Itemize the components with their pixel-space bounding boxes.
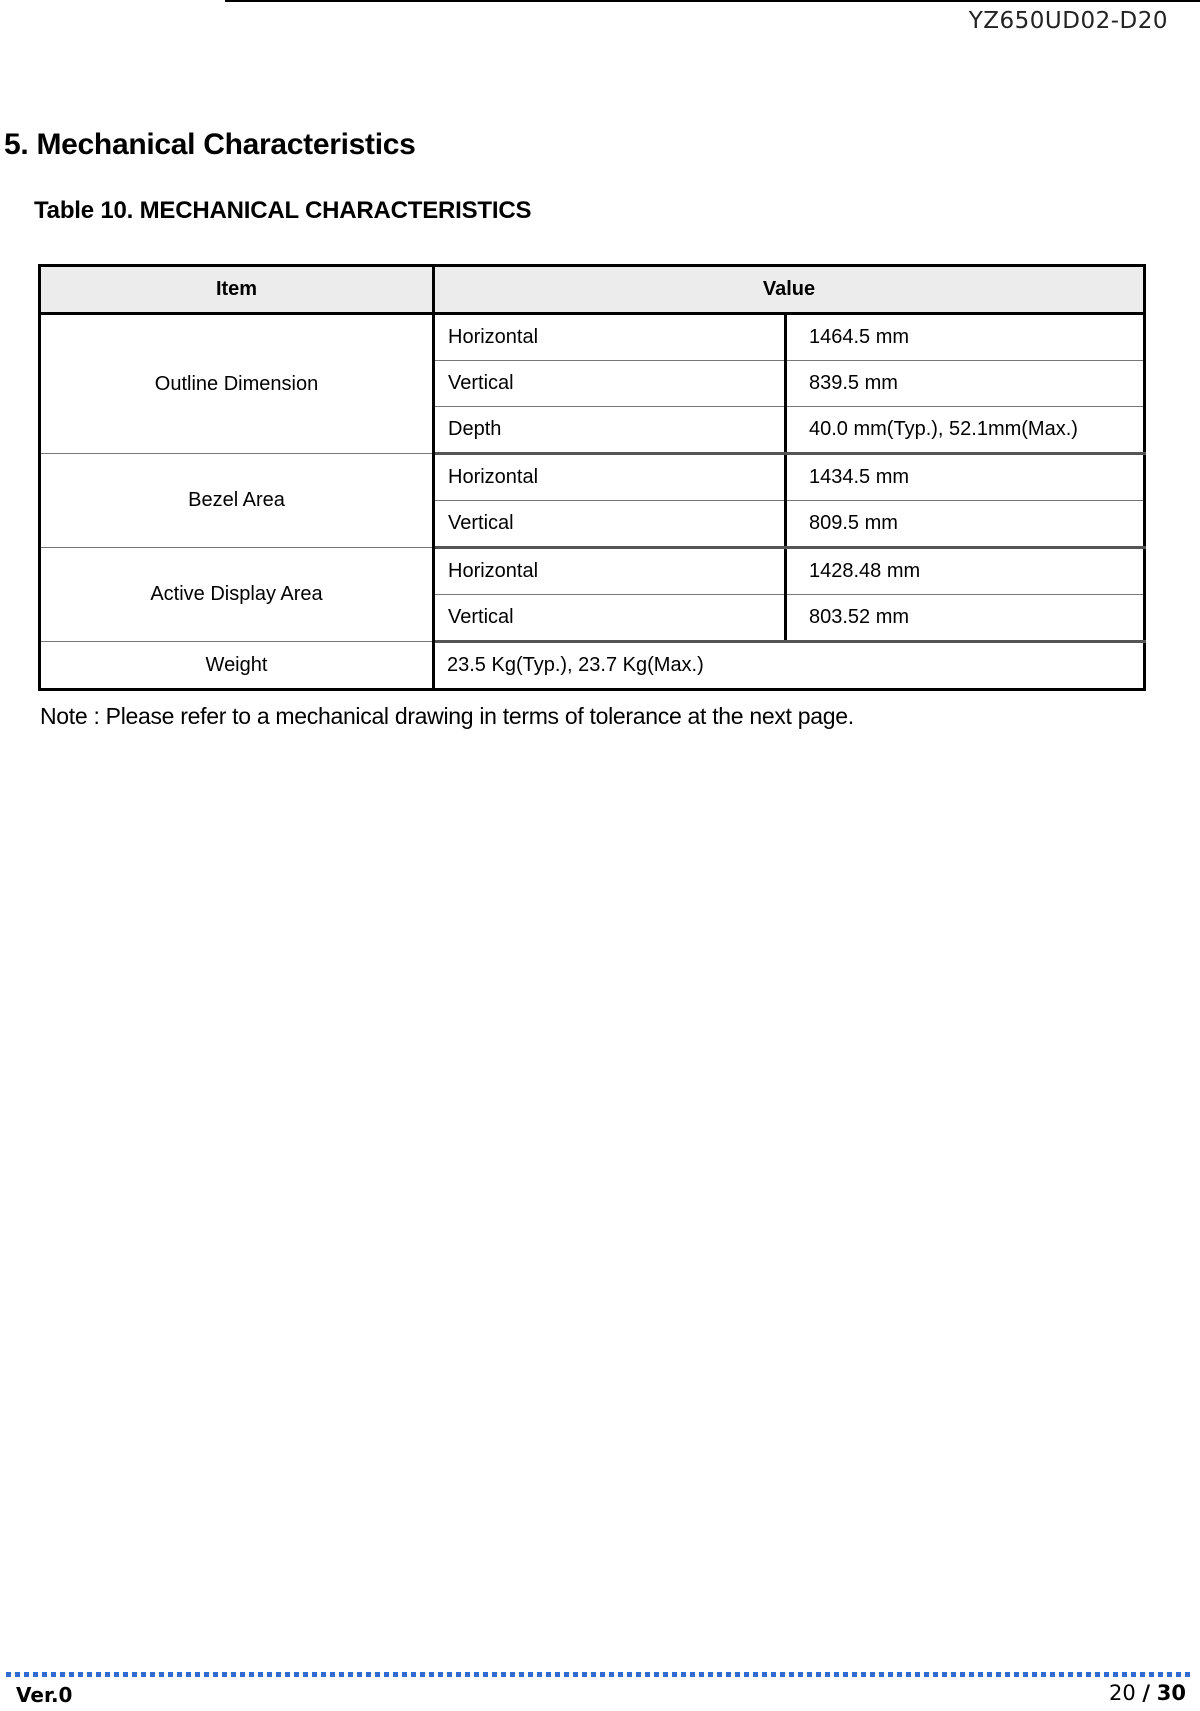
sub-label: Depth xyxy=(434,407,786,454)
footer-version: Ver.0 xyxy=(16,1683,73,1707)
sub-label: Horizontal xyxy=(434,454,786,501)
sub-label: Vertical xyxy=(434,501,786,548)
value-cell: 809.5 mm xyxy=(786,501,1145,548)
row-label-outline-dimension: Outline Dimension xyxy=(40,314,434,454)
header-value: Value xyxy=(434,266,1145,314)
row-label-weight: Weight xyxy=(40,642,434,690)
weight-value: 23.5 Kg(Typ.), 23.7 Kg(Max.) xyxy=(434,642,1145,690)
value-cell: 1428.48 mm xyxy=(786,548,1145,595)
page-number xyxy=(1109,1681,1186,1705)
header-rule xyxy=(225,0,1200,2)
page-total: 30 xyxy=(1156,1681,1186,1705)
table-note: Note : Please refer to a mechanical drawing in terms of tolerance at the next page. xyxy=(40,703,854,729)
document-id: YZ650UD02-D20 xyxy=(968,8,1168,34)
table-row xyxy=(40,454,1145,501)
value-cell: 1464.5 mm xyxy=(786,314,1145,361)
footer-dotted-rule xyxy=(6,1672,1194,1677)
row-label-bezel-area: Bezel Area xyxy=(40,454,434,548)
header-item: Item xyxy=(40,266,434,314)
value-cell: 40.0 mm(Typ.), 52.1mm(Max.) xyxy=(786,407,1145,454)
page-current: 20 xyxy=(1108,1681,1136,1705)
table-header-row xyxy=(40,266,1145,314)
row-label-active-display-area: Active Display Area xyxy=(40,548,434,642)
value-cell: 839.5 mm xyxy=(786,361,1145,407)
page-separator: / xyxy=(1142,1681,1151,1705)
sub-label: Vertical xyxy=(434,361,786,407)
table-row xyxy=(40,642,1145,690)
sub-label: Vertical xyxy=(434,595,786,642)
sub-label: Horizontal xyxy=(434,548,786,595)
section-title: 5. Mechanical Characteristics xyxy=(4,128,416,161)
sub-label: Horizontal xyxy=(434,314,786,361)
table-row xyxy=(40,548,1145,595)
value-cell: 803.52 mm xyxy=(786,595,1145,642)
value-cell: 1434.5 mm xyxy=(786,454,1145,501)
table-caption: Table 10. MECHANICAL CHARACTERISTICS xyxy=(34,197,532,224)
table-row xyxy=(40,314,1145,361)
mechanical-characteristics-table xyxy=(38,264,1146,691)
